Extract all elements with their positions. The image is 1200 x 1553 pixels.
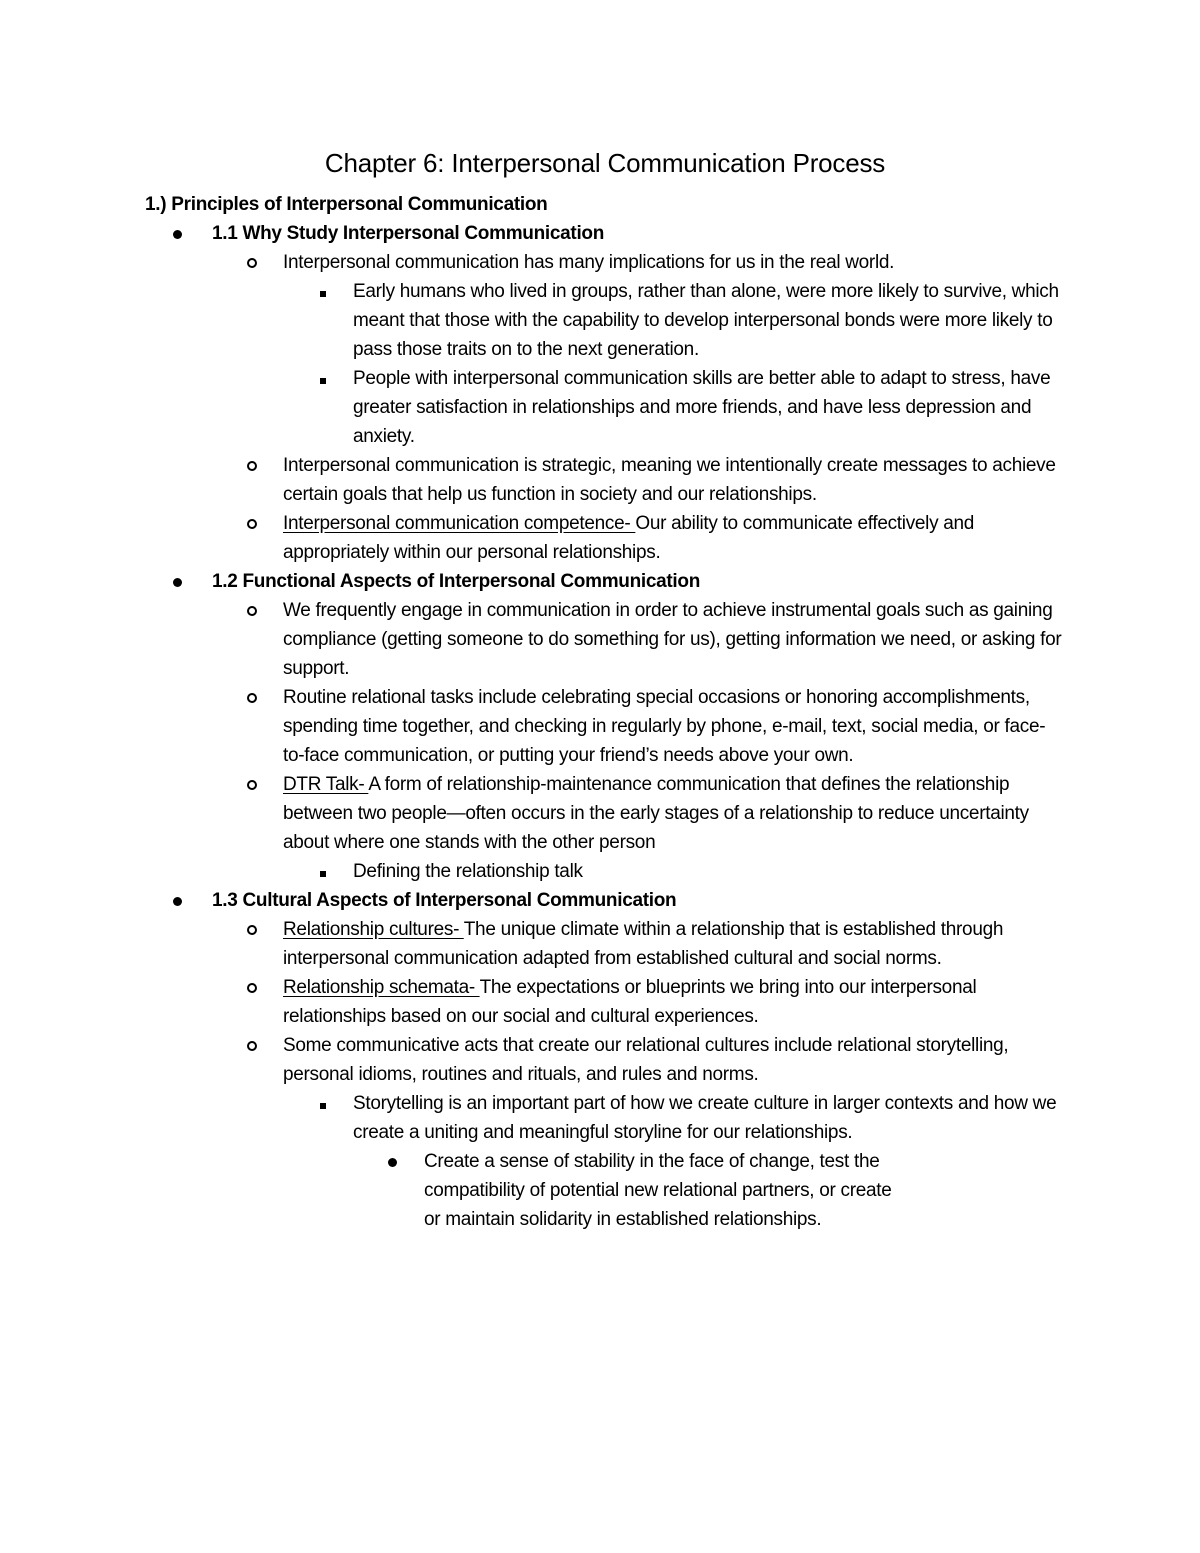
bullet-dot <box>173 567 182 596</box>
bullet-square <box>318 1089 326 1118</box>
point-1-3-2 <box>0 973 1200 1031</box>
point-text: Some communicative acts that create our relational cultures include relational storytelling, personal idioms, routines and rituals, and rules and norms. <box>283 1035 1009 1085</box>
bullet-ring <box>247 509 257 538</box>
bullet-square <box>318 364 326 393</box>
point-1-3-1 <box>0 915 1200 973</box>
detail-text: Create a sense of stability in the face of change, test the compatibility of potential new relational partners, or create or maintain solidarity in established relationships. <box>424 1151 892 1230</box>
subsection-1-3 <box>0 886 1200 915</box>
section-heading: 1.) Principles of Interpersonal Communication <box>145 194 548 215</box>
point-1-1-2 <box>0 451 1200 509</box>
document-title: Chapter 6: Interpersonal Communication Process <box>324 148 886 178</box>
document-body <box>0 148 1200 1234</box>
subpoint-1-3-3-1 <box>0 1089 1200 1147</box>
bullet-ring <box>247 683 257 712</box>
definition-text: The expectations or blueprints we bring into our interpersonal relationships based on our social and cultural experiences. <box>283 977 977 1027</box>
subsection-heading: 1.1 Why Study Interpersonal Communication <box>212 223 605 244</box>
bullet-square <box>318 857 326 886</box>
definition-text: A form of relationship-maintenance communication that defines the relationship between two people—often occurs in the early stages of a relationship to reduce uncertainty about where one stands with the other person <box>283 774 1029 853</box>
subpoint-text: Early humans who lived in groups, rather than alone, were more likely to survive, which meant that those with the capability to develop interpersonal bonds were more likely to pass those traits on to the next generation. <box>353 281 1059 360</box>
subpoint-1-2-3-1 <box>0 857 1200 886</box>
detail-1-3-3-1-1 <box>0 1147 1200 1234</box>
point-1-2-1 <box>0 596 1200 683</box>
bullet-ring <box>247 770 257 799</box>
subsection-list <box>0 219 1200 1234</box>
bullet-ring <box>247 451 257 480</box>
defined-term: Interpersonal communication competence- <box>283 513 636 534</box>
bullet-dot <box>388 1147 397 1176</box>
point-text: Interpersonal communication is strategic, meaning we intentionally create messages to achieve certain goals that help us function in society and our relationships. <box>283 455 1056 505</box>
bullet-ring <box>247 1031 257 1060</box>
point-text: We frequently engage in communication in order to achieve instrumental goals such as gaining compliance (getting someone to do something for us), getting information we need, or asking for support. <box>283 600 1062 679</box>
bullet-square <box>318 277 326 306</box>
point-text: Routine relational tasks include celebrating special occasions or honoring accomplishments, spending time together, and checking in regularly by phone, e-mail, text, social media, or face- to-face communication, or putting your friend’s needs above your own. <box>283 687 1046 766</box>
defined-term: DTR Talk- <box>283 774 369 795</box>
bullet-ring <box>247 915 257 944</box>
subsection-1-2 <box>0 567 1200 596</box>
point-1-2-3 <box>0 770 1200 857</box>
subpoint-1-1-1-1 <box>0 277 1200 364</box>
point-text: Interpersonal communication has many implications for us in the real world. <box>283 252 895 273</box>
bullet-dot <box>173 886 182 915</box>
bullet-ring <box>247 248 257 277</box>
subpoint-text: Defining the relationship talk <box>353 861 583 882</box>
definition-text: The unique climate within a relationship that is established through interpersonal communication adapted from established cultural and social norms. <box>283 919 1004 969</box>
point-1-1-1 <box>0 248 1200 277</box>
subpoint-text: Storytelling is an important part of how we create culture in larger contexts and how we create a uniting and meaningful storyline for our relationships. <box>353 1093 1057 1143</box>
point-1-1-3 <box>0 509 1200 567</box>
subsection-heading: 1.3 Cultural Aspects of Interpersonal Communication <box>212 890 677 911</box>
definition-text: Our ability to communicate effectively and appropriately within our personal relationships. <box>283 513 975 563</box>
subsection-1-1 <box>0 219 1200 248</box>
bullet-ring <box>247 973 257 1002</box>
defined-term: Relationship cultures- <box>283 919 464 940</box>
bullet-ring <box>247 596 257 625</box>
subpoint-1-1-1-2 <box>0 364 1200 451</box>
point-1-2-2 <box>0 683 1200 770</box>
bullet-dot <box>173 219 182 248</box>
defined-term: Relationship schemata- <box>283 977 480 998</box>
point-1-3-3 <box>0 1031 1200 1089</box>
subpoint-text: People with interpersonal communication skills are better able to adapt to stress, have greater satisfaction in relationships and more friends, and have less depression and anxiety. <box>353 368 1051 447</box>
subsection-heading: 1.2 Functional Aspects of Interpersonal Communication <box>212 571 701 592</box>
